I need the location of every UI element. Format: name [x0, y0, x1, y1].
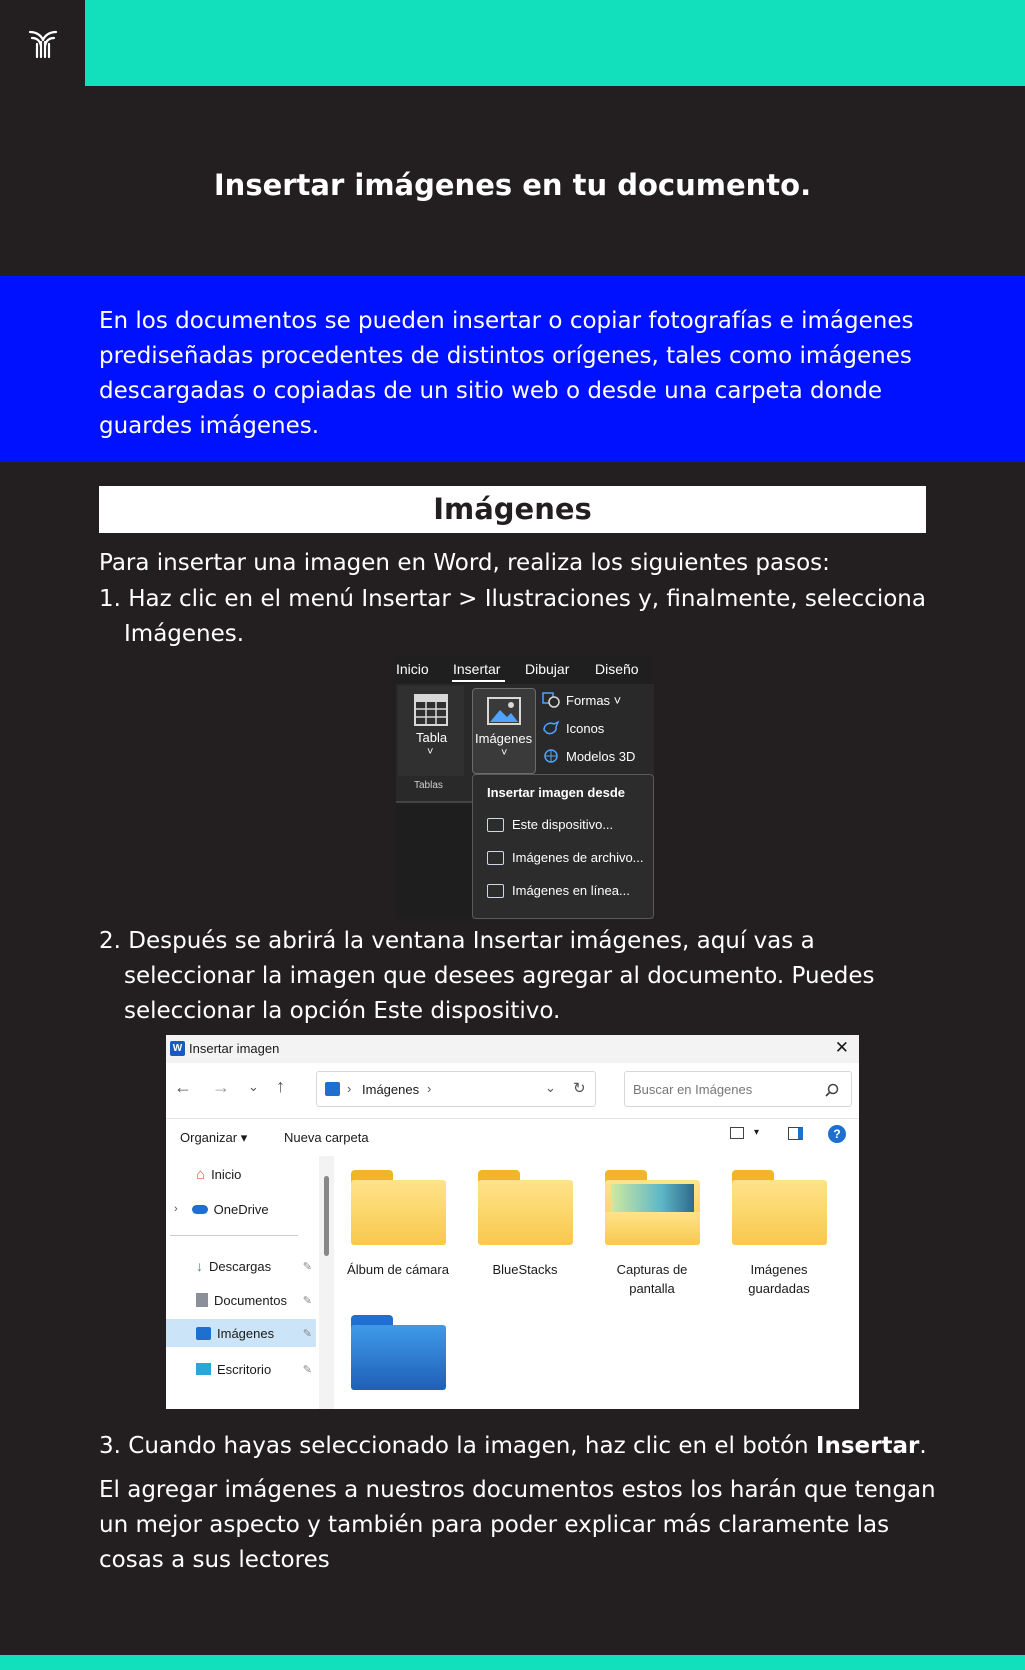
insertar-bold: Insertar — [815, 1433, 920, 1459]
nav-item-imagenes[interactable] — [166, 1319, 316, 1347]
active-tab-underline — [452, 680, 505, 682]
folder-icon — [351, 1170, 446, 1248]
menu-item-imagenes-linea[interactable] — [487, 883, 630, 898]
view-icon[interactable] — [730, 1127, 744, 1139]
step-3-text: 3. Cuando hayas seleccionado la imagen, haz clic en el botón — [99, 1433, 816, 1459]
formas-label: Formas ˅ — [566, 692, 622, 708]
tabla-button[interactable] — [398, 686, 464, 776]
tab-inicio[interactable]: Inicio — [396, 661, 429, 677]
close-icon[interactable]: ✕ — [834, 1038, 849, 1057]
document-icon — [196, 1293, 208, 1307]
table-icon — [414, 694, 448, 726]
address-bar[interactable] — [316, 1071, 596, 1107]
iconos-button[interactable] — [542, 720, 604, 736]
pin-icon: ✎ — [302, 1327, 312, 1340]
help-icon[interactable]: ? — [828, 1125, 846, 1143]
tablas-group-label: Tablas — [414, 780, 443, 791]
pictures-icon — [325, 1082, 340, 1096]
document-area — [396, 803, 472, 919]
header-accent-band — [85, 0, 1025, 86]
search-input[interactable] — [624, 1071, 852, 1107]
page-title: Insertar imágenes en tu documento. — [213, 168, 812, 202]
footer-accent-band — [0, 1655, 1025, 1670]
refresh-icon[interactable]: ↻ — [573, 1080, 586, 1097]
device-icon — [487, 818, 504, 832]
menu-item-label: Imágenes en línea... — [512, 883, 630, 898]
step-3-end: . — [919, 1433, 927, 1459]
nav-label: Escritorio — [217, 1361, 272, 1377]
folder-icon — [605, 1170, 700, 1248]
breadcrumb-separator-icon: › — [427, 1081, 432, 1096]
icons-icon — [542, 720, 560, 736]
step-3 — [99, 1429, 939, 1464]
up-icon[interactable]: ↑ — [276, 1076, 285, 1096]
cube-icon — [542, 748, 560, 764]
shapes-icon — [542, 692, 560, 708]
pin-icon: ✎ — [302, 1260, 312, 1273]
folder-bluestacks[interactable] — [470, 1156, 580, 1279]
breadcrumb-separator-icon: › — [347, 1081, 352, 1096]
menu-item-label: Este dispositivo... — [512, 817, 614, 832]
home-icon: ⌂ — [196, 1165, 206, 1183]
folder-label: Imágenes guardadas — [748, 1262, 810, 1296]
nav-label: Documentos — [214, 1292, 287, 1308]
top-bar — [0, 0, 1025, 86]
insert-image-dialog — [166, 1035, 859, 1409]
search-icon — [825, 1083, 839, 1097]
pin-icon: ✎ — [302, 1363, 312, 1376]
breadcrumb[interactable]: Imágenes — [362, 1082, 420, 1097]
preview-pane-icon[interactable] — [788, 1127, 803, 1140]
folder-imagenes-guardadas[interactable] — [724, 1156, 834, 1298]
menu-item-imagenes-archivo[interactable] — [487, 850, 644, 865]
forward-icon[interactable]: → — [212, 1077, 230, 1097]
new-folder-button[interactable]: Nueva carpeta — [284, 1130, 369, 1145]
modelos-label: Modelos 3D — [566, 748, 636, 764]
picture-icon — [487, 697, 521, 725]
dialog-titlebar — [166, 1035, 859, 1063]
folder-icon — [351, 1315, 446, 1393]
desktop-icon — [196, 1363, 211, 1375]
closing-text: El agregar imágenes a nuestros documentos estos los harán que tengan un mejor aspecto y también para poder explicar más claramente las cosas a sus lectores — [99, 1477, 936, 1573]
nav-divider — [170, 1235, 298, 1236]
imagenes-button[interactable] — [472, 688, 536, 774]
step-2: 2. Después se abrirá la ventana Insertar imágenes, aquí vas a seleccionar la imagen que desees agregar al documento. Puedes seleccionar la opción Este dispositivo. — [99, 928, 875, 1024]
steps-lead: Para insertar una imagen en Word, realiza los siguientes pasos: — [99, 550, 830, 576]
brand-logo-icon — [26, 26, 60, 60]
pin-icon: ✎ — [302, 1294, 312, 1307]
folder-desktop-blue[interactable] — [343, 1301, 453, 1393]
nav-item-escritorio[interactable] — [166, 1355, 316, 1383]
stock-images-icon — [487, 851, 504, 865]
folder-icon — [732, 1170, 827, 1248]
nav-label: Descargas — [209, 1258, 272, 1274]
tab-insertar[interactable]: Insertar — [453, 661, 501, 677]
ribbon-screenshot — [396, 656, 654, 919]
modelos-3d-button[interactable] — [542, 748, 635, 764]
online-images-icon — [487, 884, 504, 898]
folder-album-camara[interactable] — [343, 1156, 453, 1279]
download-icon: ↓ — [196, 1258, 203, 1274]
nav-item-descargas[interactable] — [166, 1252, 316, 1280]
folder-label: Álbum de cámara — [347, 1262, 449, 1277]
iconos-label: Iconos — [566, 720, 605, 736]
step-1: 1. Haz clic en el menú Insertar > Ilustraciones y, finalmente, selecciona Imágenes. — [99, 586, 926, 647]
command-bar — [166, 1118, 859, 1156]
nav-label: Inicio — [211, 1166, 242, 1182]
chevron-down-icon[interactable]: ▾ — [754, 1127, 760, 1138]
ribbon-tabs — [396, 656, 654, 684]
chevron-right-icon: › — [174, 1203, 178, 1215]
nav-item-inicio[interactable] — [166, 1160, 316, 1188]
organize-button[interactable]: Organizar ▾ — [180, 1130, 248, 1145]
dropdown-header: Insertar imagen desde — [487, 785, 625, 800]
folder-label: Capturas de pantalla — [616, 1262, 688, 1296]
insert-picture-dropdown — [472, 774, 654, 919]
back-icon[interactable]: ← — [174, 1077, 192, 1097]
folder-icon — [478, 1170, 573, 1248]
tabla-label: Tabla — [416, 730, 448, 745]
folder-front-overlay — [605, 1212, 700, 1245]
section-title: Imágenes — [99, 486, 926, 533]
formas-button[interactable] — [542, 692, 621, 708]
search-placeholder: Buscar en Imágenes — [633, 1082, 753, 1097]
tab-diseno[interactable]: Diseño — [595, 661, 639, 677]
word-icon: W — [170, 1041, 185, 1056]
nav-scrollbar[interactable] — [319, 1156, 334, 1409]
intro-panel — [0, 276, 1025, 462]
nav-item-documentos[interactable] — [166, 1286, 316, 1314]
brand-logo — [0, 0, 85, 86]
folder-label: BlueStacks — [492, 1262, 558, 1277]
pictures-icon — [196, 1327, 211, 1340]
menu-item-este-dispositivo[interactable] — [487, 817, 613, 832]
intro-text: En los documentos se pueden insertar o copiar fotografías e imágenes prediseñadas procedentes de distintos orígenes, tales como imágenes descargadas o copiadas de un sitio web o desde una carpeta donde guardes imágenes. — [99, 308, 914, 439]
tab-dibujar[interactable]: Dibujar — [525, 661, 570, 677]
nav-label: OneDrive — [213, 1201, 269, 1217]
dialog-title: Insertar imagen — [189, 1041, 280, 1056]
chevron-down-icon: ˅ — [427, 746, 434, 758]
chevron-down-icon[interactable]: ⌄ — [248, 1079, 259, 1094]
navigation-pane — [166, 1156, 316, 1409]
nav-item-onedrive[interactable] — [166, 1195, 316, 1223]
folder-grid — [338, 1156, 859, 1409]
nav-label: Imágenes — [217, 1325, 275, 1341]
cloud-icon — [192, 1205, 208, 1214]
chevron-down-icon[interactable]: ⌄ — [545, 1080, 556, 1095]
menu-item-label: Imágenes de archivo... — [512, 850, 644, 865]
scrollbar-thumb[interactable] — [324, 1176, 329, 1256]
chevron-down-icon: ˅ — [501, 747, 508, 759]
imagenes-label: Imágenes — [475, 731, 533, 746]
folder-capturas-pantalla[interactable] — [597, 1156, 707, 1298]
address-bar-row — [166, 1063, 859, 1118]
